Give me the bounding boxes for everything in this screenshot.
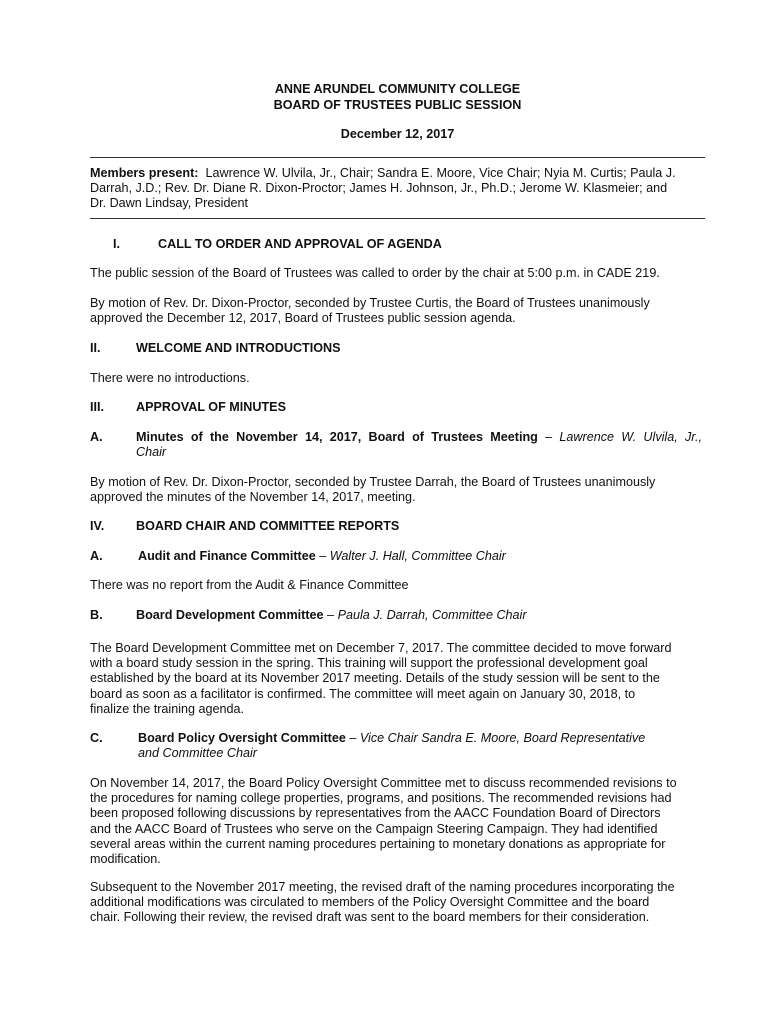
section-4-item-b-letter: B. (90, 608, 103, 622)
members-line-2: Darrah, J.D.; Rev. Dr. Diane R. Dixon-Proctor; James H. Johnson, Jr., Ph.D.; Jerome W. Klasmeier; and (90, 181, 668, 196)
section-4-item-a-letter: A. (90, 549, 103, 563)
section-4-item-b-line-5: finalize the training agenda. (90, 701, 245, 716)
section-4-item-a-person: Walter J. Hall, Committee Chair (329, 549, 506, 563)
section-2-title: WELCOME AND INTRODUCTIONS (136, 341, 341, 355)
section-4-item-c-dash: – (345, 731, 360, 745)
section-3-para-line-2: approved the minutes of the November 14, 2017, meeting. (90, 490, 416, 505)
meeting-date: December 12, 2017 (340, 127, 455, 141)
top-divider (90, 157, 705, 158)
members-line-3: Dr. Dawn Lindsay, President (90, 196, 248, 211)
members-line-1: Lawrence W. Ulvila, Jr., Chair; Sandra E. Moore, Vice Chair; Nyia M. Curtis; Paula J. (205, 166, 676, 180)
section-4-item-c-title: Board Policy Oversight Committee (138, 731, 346, 745)
section-4-item-c-para-2 (90, 880, 702, 926)
section-4-item-c-para-2-line-3: chair. Following their review, the revised draft was sent to the board members for their consideration. (90, 910, 650, 925)
section-1-para-2-line-2: approved the December 12, 2017, Board of Trustees public session agenda. (90, 311, 516, 326)
members-present (90, 166, 702, 212)
section-4-item-c-line-5: several areas within the current naming procedures pertaining to monetary donations as appropriate for (90, 836, 666, 851)
section-3-item-a-dash: – (537, 430, 560, 444)
section-4-number: IV. (90, 519, 105, 533)
section-4-item-a-para: There was no report from the Audit & Finance Committee (90, 578, 409, 592)
section-3-item-a-title: Minutes of the November 14, 2017, Board of Trustees Meeting (136, 430, 538, 444)
section-3-title: APPROVAL OF MINUTES (136, 400, 286, 414)
section-4-item-b-title: Board Development Committee (136, 608, 324, 622)
section-4-item-c-person-1: Vice Chair Sandra E. Moore, Board Representative (359, 731, 646, 745)
section-3-item-a-person-1: Lawrence W. Ulvila, Jr., (559, 430, 702, 444)
section-4-item-b-line-2: with a board study session in the spring. This training will support the professional development goal (90, 656, 648, 671)
section-4-item-b-person: Paula J. Darrah, Committee Chair (337, 608, 527, 622)
section-4-item-c-line-1: On November 14, 2017, the Board Policy Oversight Committee met to discuss recommended revisions to (90, 776, 677, 790)
section-4-item-c-para-2-line-1: Subsequent to the November 2017 meeting, the revised draft of the naming procedures incorporating the (90, 880, 675, 894)
section-4-item-b-line-4: board as soon as a facilitator is confirmed. The committee will meet again on January 30, 2018, to (90, 686, 636, 701)
section-3-item-a (90, 430, 702, 462)
section-1-para-1: The public session of the Board of Trustees was called to order by the chair at 5:00 p.m. in CADE 219. (90, 266, 660, 280)
section-4-item-c-line-2: the procedures for naming college properties, programs, and positions. The recommended revisions had (90, 791, 672, 806)
section-2-number: II. (90, 341, 101, 355)
section-4-item-c-letter: C. (90, 731, 103, 745)
section-3-item-a-person-2: Chair (136, 445, 167, 460)
section-1-para-2-line-1: By motion of Rev. Dr. Dixon-Proctor, seconded by Trustee Curtis, the Board of Trustees unanimously (90, 296, 650, 310)
bottom-divider (90, 218, 705, 219)
section-2-para-1: There were no introductions. (90, 371, 250, 385)
section-4-item-b-line-3: established by the board at its November 2017 meeting. Details of the study session will be sent to the (90, 671, 660, 686)
section-3-para (90, 475, 702, 505)
section-4-title: BOARD CHAIR AND COMMITTEE REPORTS (136, 519, 400, 533)
college-name: ANNE ARUNDEL COMMUNITY COLLEGE (274, 82, 521, 96)
section-4-item-c-line-4: and the AACC Board of Trustees who serve on the Campaign Steering Campaign. They had identified (90, 821, 658, 836)
section-4-item-a-title: Audit and Finance Committee (138, 549, 316, 563)
section-4-item-c-para-2-line-2: additional modifications was circulated to members of the Policy Oversight Committee and the board (90, 895, 650, 910)
section-4-item-b-para (90, 641, 702, 717)
section-1-para-2 (90, 296, 702, 326)
section-1-title: CALL TO ORDER AND APPROVAL OF AGENDA (158, 237, 442, 251)
section-4-item-b-line-1: The Board Development Committee met on December 7, 2017. The committee decided to move forward (90, 641, 672, 655)
members-label: Members present: (90, 166, 199, 180)
section-3-number: III. (90, 400, 104, 414)
section-3-item-a-letter: A. (90, 430, 103, 444)
section-4-item-c-line-6: modification. (90, 852, 161, 867)
section-4-item-b-dash: – (323, 608, 338, 622)
section-4-item-c-person-2: and Committee Chair (138, 746, 257, 761)
section-4-item-a-dash: – (315, 549, 330, 563)
section-3-para-line-1: By motion of Rev. Dr. Dixon-Proctor, seconded by Trustee Darrah, the Board of Trustees unanimously (90, 475, 656, 489)
section-1-number: I. (113, 237, 120, 251)
section-4-item-c (90, 731, 702, 763)
section-4-item-c-para-1 (90, 776, 702, 867)
section-4-item-c-line-3: been proposed following discussions by representatives from the AACC Foundation Board of Directors (90, 806, 661, 821)
session-title: BOARD OF TRUSTEES PUBLIC SESSION (273, 98, 522, 112)
